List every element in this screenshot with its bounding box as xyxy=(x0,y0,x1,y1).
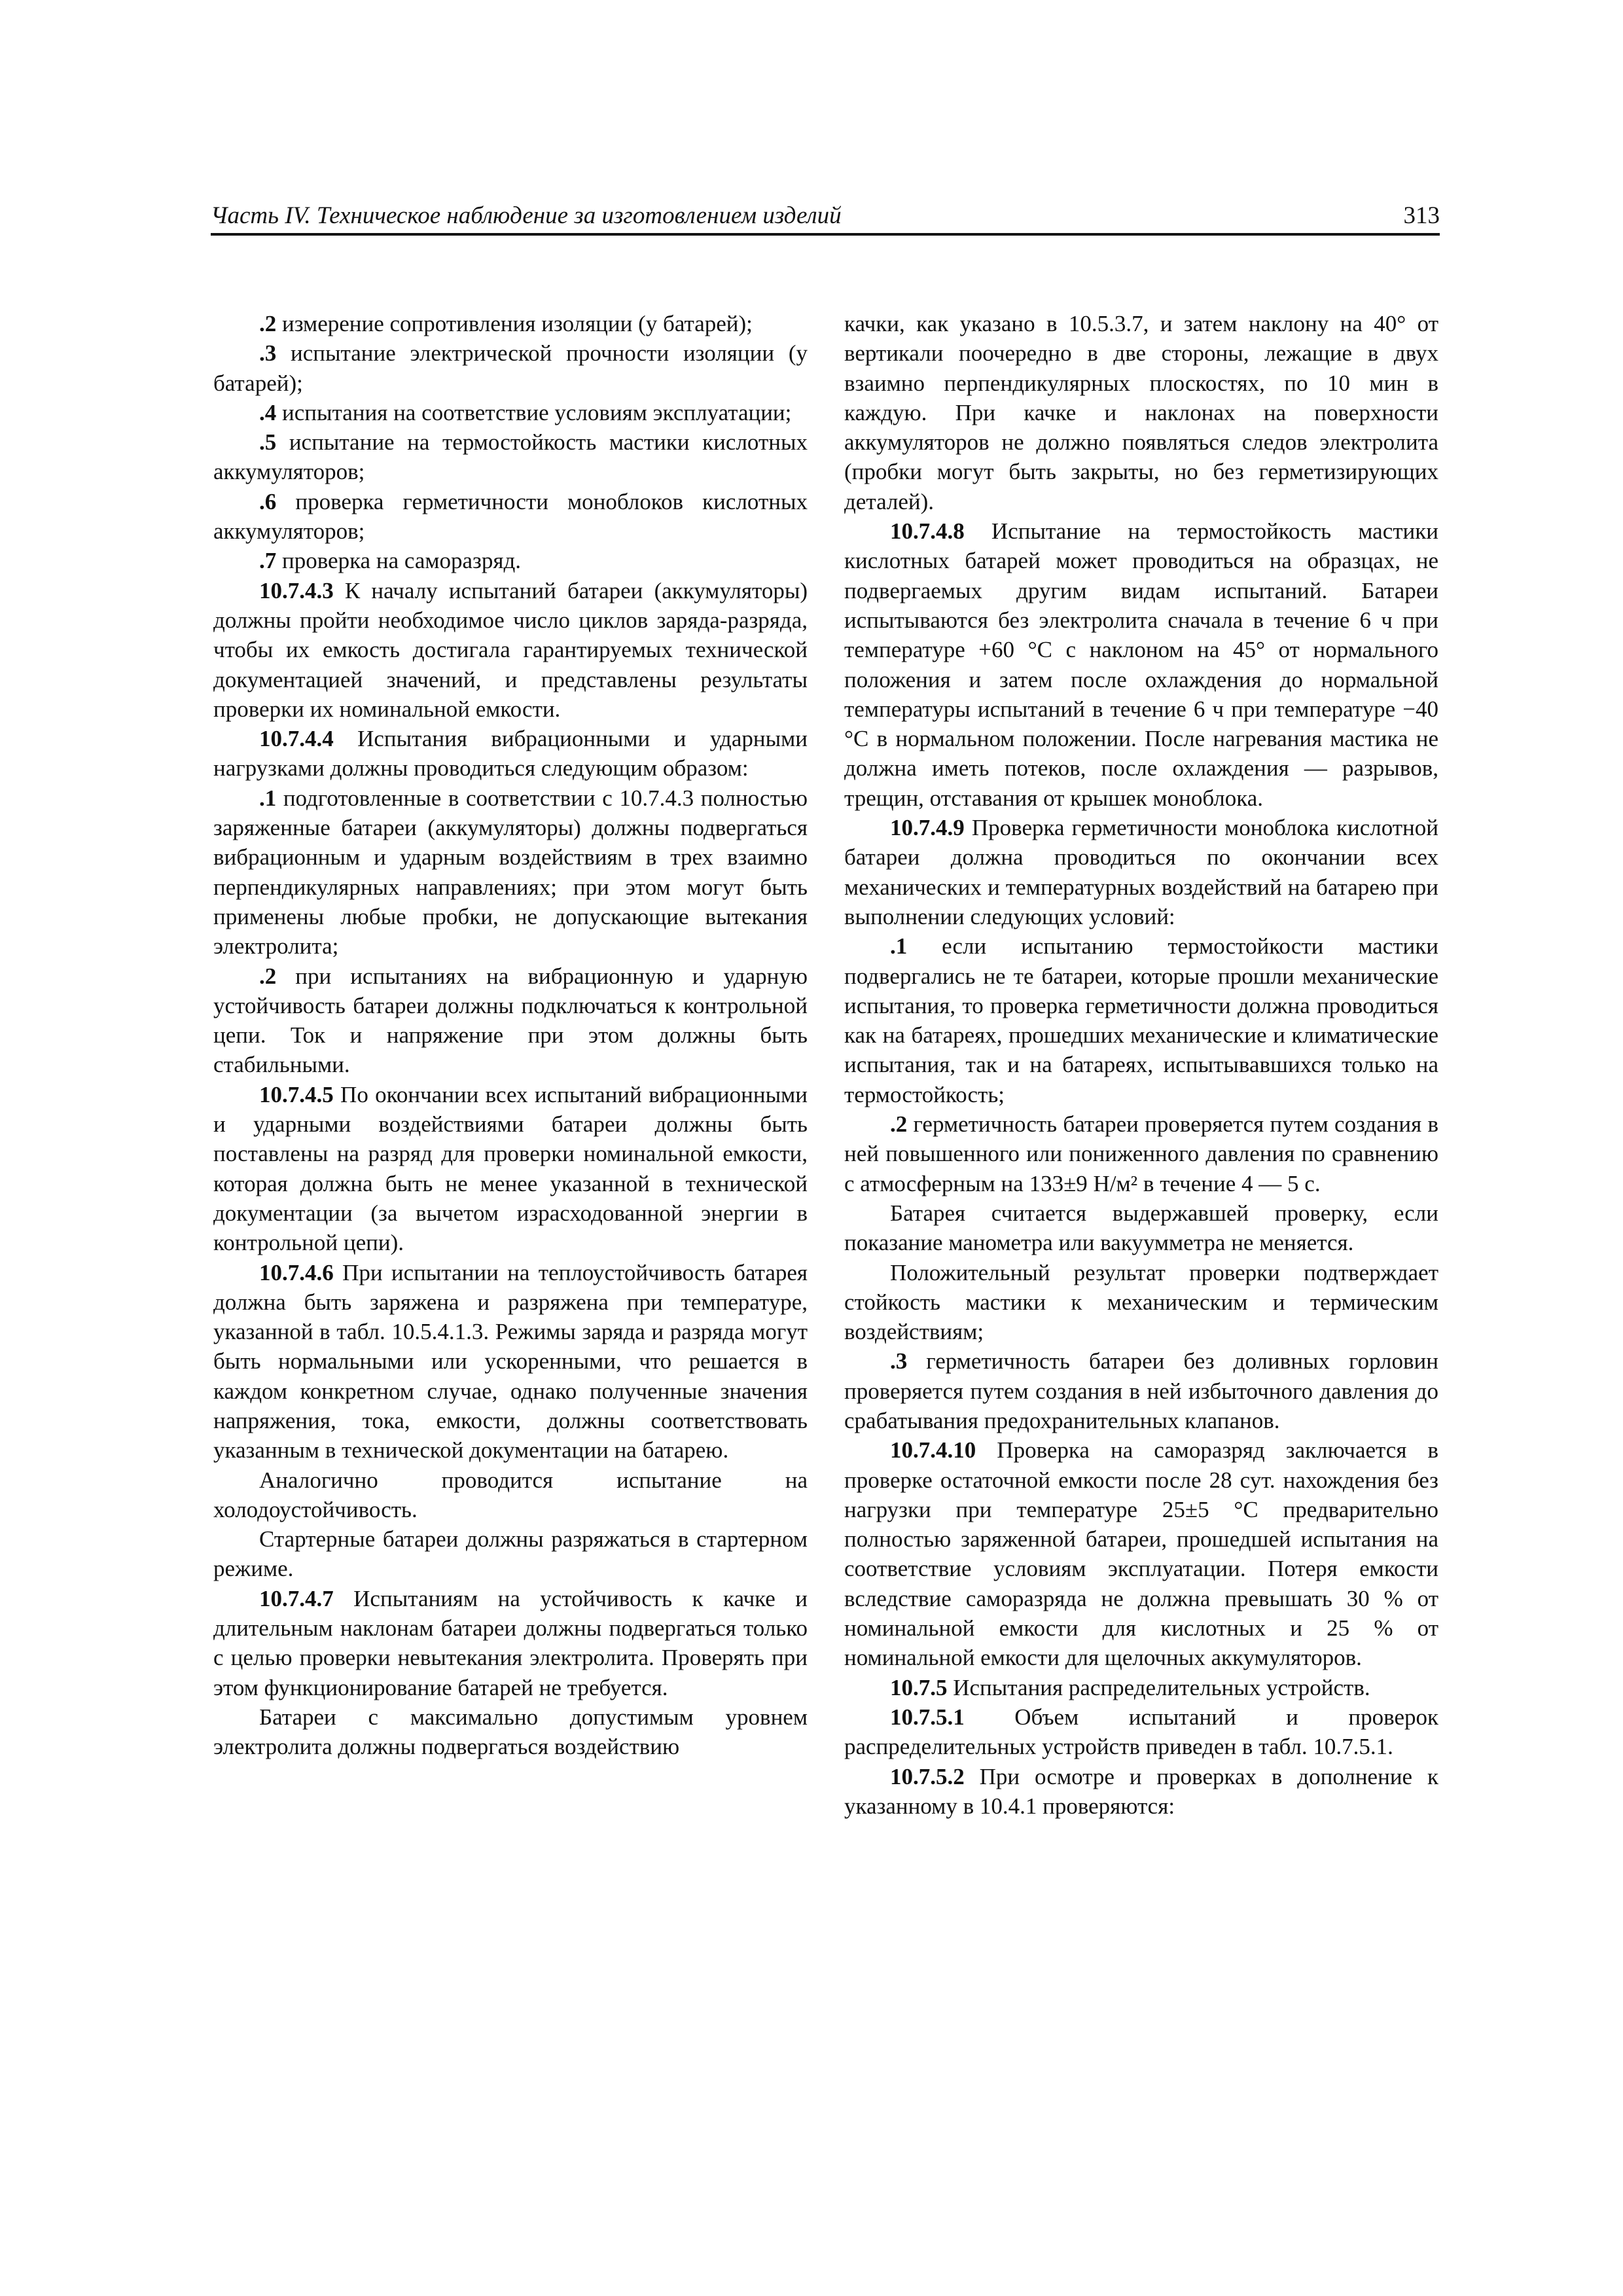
paragraph-text: При испытании на теплоустойчивость батарея должна быть заряжена и разряжена при температуре, указанной в табл. 10.5.4.1.3. Режимы заряда и разряда могут быть нормальными или ускоренными, что решается в каждом конкретном случае, однако полученные значения напряжения, тока, емкости, должны соответствовать указанным в технической документации на батарею. xyxy=(213,1259,808,1463)
paragraph xyxy=(844,1346,1438,1435)
clause-number: 10.7.4.10 xyxy=(890,1437,976,1463)
paragraph-text: Батареи с максимально допустимым уровнем электролита должны подвергаться воздействию xyxy=(213,1704,808,1760)
clause-number: .1 xyxy=(259,785,277,811)
paragraph-text: Положительный результат проверки подтверждает стойкость мастики к механическим и термическим воздействиям; xyxy=(844,1259,1438,1345)
clause-number: 10.7.4.6 xyxy=(259,1259,334,1285)
clause-number: 10.7.5 xyxy=(890,1674,948,1700)
paragraph-text: испытание электрической прочности изоляции (у батарей); xyxy=(213,340,808,396)
paragraph-text: По окончании всех испытаний вибрационными и ударными воздействиями батареи должны быть поставлены на разряд для проверки номинальной емкости, которая должна быть не менее указанной в технической документации (за вычетом израсходованной энергии в контрольной цепи). xyxy=(213,1081,808,1256)
paragraph-text: Аналогично проводится испытание на холодоустойчивость. xyxy=(213,1467,808,1522)
clause-number: .2 xyxy=(259,963,277,989)
paragraph xyxy=(213,309,808,338)
paragraph-text: испытания на соответствие условиям эксплуатации; xyxy=(276,399,792,425)
paragraph-text: Испытаниям на устойчивость к качке и длительным наклонам батареи должны подвергаться только с целью проверки невытекания электролита. Проверять при этом функционирование батарей не требуется. xyxy=(213,1585,808,1700)
clause-number: 10.7.4.7 xyxy=(259,1585,334,1611)
clause-number: .7 xyxy=(259,548,277,574)
clause-number: 10.7.4.8 xyxy=(890,518,965,545)
clause-number: 10.7.4.9 xyxy=(890,815,965,841)
clause-number: .1 xyxy=(890,933,908,960)
right-column xyxy=(844,309,1438,1821)
paragraph xyxy=(213,1465,808,1525)
running-header xyxy=(211,196,1440,236)
paragraph xyxy=(213,546,808,575)
page-number: 313 xyxy=(1403,202,1440,229)
paragraph xyxy=(213,398,808,427)
paragraph xyxy=(844,516,1438,813)
paragraph xyxy=(213,487,808,547)
paragraph-text: Объем испытаний и проверок распределительных устройств приведен в табл. 10.7.5.1. xyxy=(844,1704,1438,1760)
paragraph xyxy=(213,338,808,398)
paragraph-text: При осмотре и проверках в дополнение к указанному в 10.4.1 проверяются: xyxy=(844,1763,1438,1819)
paragraph-text: Испытания распределительных устройств. xyxy=(947,1674,1370,1700)
clause-number: .3 xyxy=(259,340,277,367)
clause-number: 10.7.5.2 xyxy=(890,1763,965,1789)
paragraph-text: подготовленные в соответствии с 10.7.4.3 полностью заряженные батареи (аккумуляторы) должны подвергаться вибрационным и ударным воздействиям в трех взаимно перпендикулярных направлениях; при этом могут быть применены любые пробки, не допускающие вытекания электролита; xyxy=(213,785,808,960)
clause-number: .4 xyxy=(259,399,277,425)
paragraph xyxy=(844,1198,1438,1258)
paragraph-text: К началу испытаний батареи (аккумуляторы) должны пройти необходимое число циклов заряда-разряда, чтобы их емкость достигала гарантируемых технической документацией значений, и представлены результаты проверки их номинальной емкости. xyxy=(213,577,808,722)
paragraph-text: герметичность батареи без доливных горловин проверяется путем создания в ней избыточного давления до срабатывания предохранительных клапанов. xyxy=(844,1348,1438,1433)
paragraph xyxy=(213,576,808,724)
paragraph-text: качки, как указано в 10.5.3.7, и затем наклону на 40° от вертикали поочередно в две стороны, лежащие в двух взаимно перпендикулярных плоскостях, по 10 мин в каждую. При качке и наклонах на поверхности аккумуляторов не должно появляться следов электролита (пробки могут быть закрыты, но без герметизирующих деталей). xyxy=(844,311,1438,514)
clause-number: 10.7.5.1 xyxy=(890,1704,965,1730)
clause-number: .2 xyxy=(259,311,277,336)
running-header-title: Часть IV. Техническое наблюдение за изготовлением изделий xyxy=(211,202,842,229)
clause-number: 10.7.4.4 xyxy=(259,726,334,752)
clause-number: 10.7.4.3 xyxy=(259,577,334,603)
paragraph xyxy=(844,1673,1438,1702)
clause-number: .6 xyxy=(259,488,277,514)
paragraph xyxy=(844,1702,1438,1762)
paragraph-text: проверка герметичности моноблоков кислотных аккумуляторов; xyxy=(213,488,808,545)
clause-number: .2 xyxy=(890,1111,908,1138)
paragraph xyxy=(213,427,808,487)
clause-number: 10.7.4.5 xyxy=(259,1081,334,1107)
paragraph-text: при испытаниях на вибрационную и ударную устойчивость батареи должны подключаться к контрольной цепи. Ток и напряжение при этом должны быть стабильными. xyxy=(213,963,808,1078)
paragraph xyxy=(213,783,808,961)
paragraph-text: Проверка герметичности моноблока кислотной батареи должна проводиться по окончании всех механических и температурных воздействий на батарею при выполнении следующих условий: xyxy=(844,815,1438,929)
paragraph-text: Испытание на термостойкость мастики кислотных батарей может проводиться на образцах, не подвергаемых другим видам испытаний. Батареи испытываются без электролита сначала в течение 6 ч при температуре +60 °С с наклоном на 45° от нормального положения и затем после охлаждения до нормальной температуры испытаний в течение 6 ч при температуре −40 °С в нормальном положении. После нагревания мастика не должна иметь потеков, после охлаждения — разрывов, трещин, отставания от крышек моноблока. xyxy=(844,518,1438,811)
paragraph-text: измерение сопротивления изоляции (у батарей); xyxy=(276,311,753,336)
paragraph-text: Батарея считается выдержавшей проверку, если показание манометра или вакуумметра не меняется. xyxy=(844,1200,1438,1256)
paragraph xyxy=(844,1435,1438,1672)
clause-number: .5 xyxy=(259,429,277,456)
header-rule xyxy=(211,233,1440,236)
paragraph-text: проверка на саморазряд. xyxy=(276,548,522,574)
paragraph xyxy=(844,931,1438,1109)
paragraph-text: герметичность батареи проверяется путем создания в ней повышенного или пониженного давления по сравнению с атмосферным на 133±9 Н/м² в течение 4 — 5 с. xyxy=(844,1111,1438,1196)
paragraph xyxy=(213,1524,808,1584)
paragraph-text: Испытания вибрационными и ударными нагрузками должны проводиться следующим образом: xyxy=(213,726,808,781)
paragraph xyxy=(844,1762,1438,1821)
paragraph xyxy=(213,1080,808,1258)
paragraph-text: Проверка на саморазряд заключается в проверке остаточной емкости после 28 сут. нахождения без нагрузки при температуре 25±5 °С предварительно полностью заряженной батареи, прошедшей испытания на соответствие условиям эксплуатации. Потеря емкости вследствие саморазряда не должна превышать 30 % от номинальной емкости для кислотных и 25 % от номинальной емкости для щелочных аккумуляторов. xyxy=(844,1437,1438,1671)
paragraph xyxy=(213,1258,808,1465)
paragraph xyxy=(844,1258,1438,1347)
paragraph-text: Стартерные батареи должны разряжаться в стартерном режиме. xyxy=(213,1526,808,1582)
paragraph xyxy=(213,1584,808,1702)
paragraph-text: если испытанию термостойкости мастики подвергались не те батареи, которые прошли механические испытания, то проверка герметичности должна проводиться как на батареях, прошедших механические и климатические испытания, так и на батареях, испытывавшихся только на термостойкость; xyxy=(844,933,1438,1107)
left-column xyxy=(213,309,808,1762)
paragraph xyxy=(844,309,1438,516)
paragraph xyxy=(844,1109,1438,1198)
paragraph-text: испытание на термостойкость мастики кислотных аккумуляторов; xyxy=(213,429,808,485)
paragraph xyxy=(213,724,808,783)
paragraph xyxy=(213,1702,808,1762)
clause-number: .3 xyxy=(890,1348,908,1374)
paragraph xyxy=(213,961,808,1080)
paragraph xyxy=(844,813,1438,931)
